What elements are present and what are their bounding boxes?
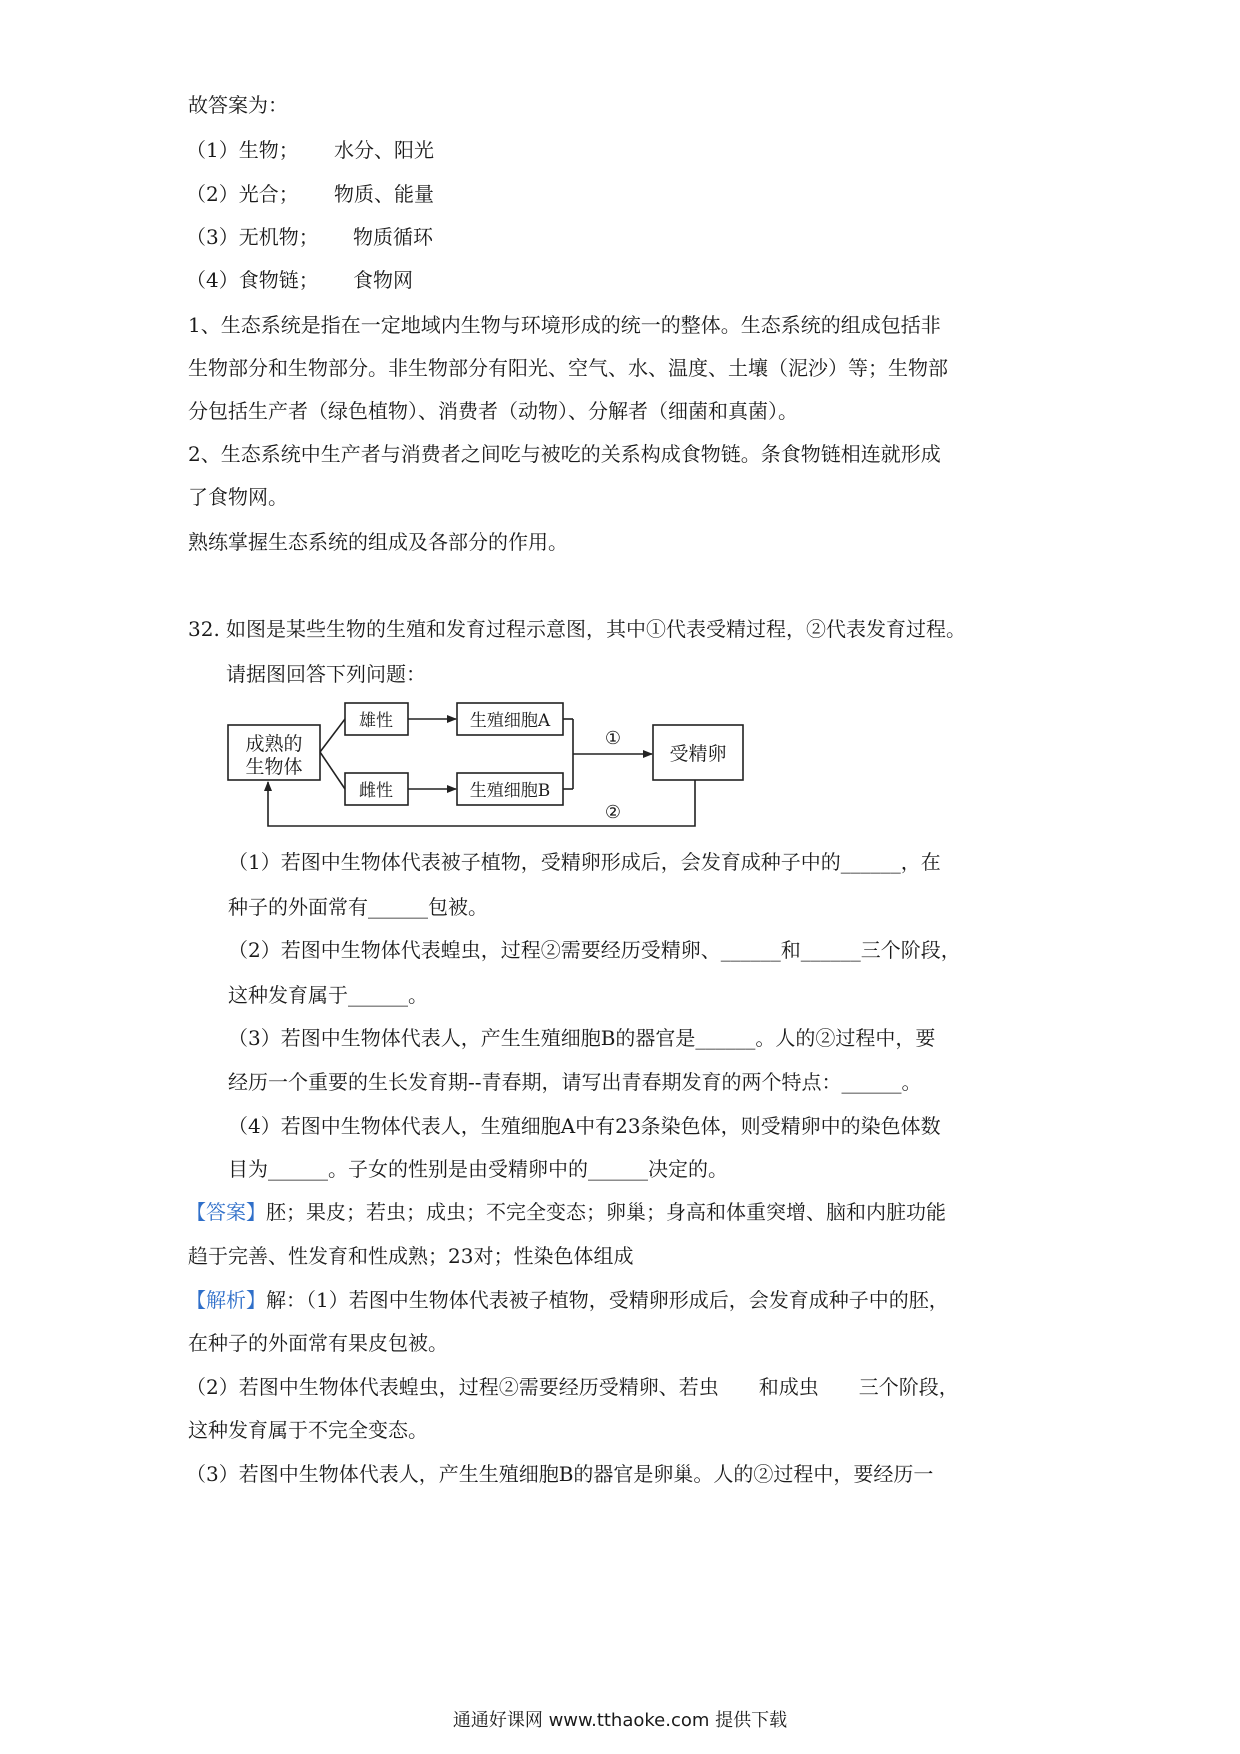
analysis-line: 在种子的外面常有果皮包被。 xyxy=(188,1331,448,1355)
step-1-label: ① xyxy=(604,728,622,749)
answer-2-val: 物质、能量 xyxy=(334,182,434,206)
answer-intro: 故答案为： xyxy=(188,93,288,117)
answer-3-val: 物质循环 xyxy=(353,225,433,249)
question-stem-2: 请据图回答下列问题： xyxy=(226,662,426,686)
fertilized-egg-label: 受精卵 xyxy=(669,743,727,765)
note-line: 2、生态系统中生产者与消费者之间吃与被吃的关系构成食物链。条食物链相连就形成 xyxy=(188,442,941,466)
cell-a-label: 生殖细胞A xyxy=(469,711,551,731)
question-stem: 如图是某些生物的生殖和发育过程示意图，其中①代表受精过程，②代表发育过程。 xyxy=(226,617,966,641)
answer-1-val: 水分、阳光 xyxy=(334,138,434,162)
answer-4-val: 食物网 xyxy=(353,268,413,292)
male-label: 雄性 xyxy=(359,711,393,731)
subquestion-line: （1）若图中生物体代表被子植物，受精卵形成后，会发育成种子中的______，在 xyxy=(228,850,941,874)
answer-2-num: （2）光合； xyxy=(186,182,299,206)
analysis-block xyxy=(186,1290,949,1310)
analysis-tag: 【解析】 xyxy=(186,1288,266,1312)
organism-label-2: 生物体 xyxy=(245,756,303,778)
subquestion-line: 这种发育属于______。 xyxy=(228,983,428,1007)
answer-3-num: （3）无机物； xyxy=(186,225,319,249)
answer-1-num: （1）生物； xyxy=(186,138,299,162)
page-footer: 通通好课网 www.tthaoke.com 提供下载 xyxy=(452,1710,788,1731)
step-2-label: ② xyxy=(604,802,622,823)
question-number: 32. xyxy=(188,617,220,641)
subquestion-line: （3）若图中生物体代表人，产生生殖细胞B的器官是______。人的②过程中，要 xyxy=(228,1026,936,1050)
subquestion-line: 种子的外面常有______包被。 xyxy=(228,895,488,919)
note-line: 生物部分和生物部分。非生物部分有阳光、空气、水、温度、土壤（泥沙）等；生物部 xyxy=(188,356,948,380)
answer-4-num: （4）食物链； xyxy=(186,268,319,292)
note-line: 1、生态系统是指在一定地域内生物与环境形成的统一的整体。生态系统的组成包括非 xyxy=(188,313,941,337)
answer-text: 胚；果皮；若虫；成虫；不完全变态；卵巢；身高和体重突增、脑和内脏功能 xyxy=(266,1200,946,1224)
reproduction-diagram xyxy=(225,700,755,835)
analysis-line: 这种发育属于不完全变态。 xyxy=(188,1418,428,1442)
answer-text-cont: 趋于完善、性发育和性成熟；23对；性染色体组成 xyxy=(188,1244,634,1268)
note-line: 了食物网。 xyxy=(188,485,288,509)
subquestion-line: 经历一个重要的生长发育期--青春期，请写出青春期发育的两个特点：______。 xyxy=(228,1070,922,1094)
answer-block xyxy=(186,1202,946,1222)
analysis-line: （2）若图中生物体代表蝗虫，过程②需要经历受精卵、若虫 和成虫 三个阶段， xyxy=(186,1375,959,1399)
subquestion-line: 目为______。子女的性别是由受精卵中的______决定的。 xyxy=(228,1157,728,1181)
note-line: 熟练掌握生态系统的组成及各部分的作用。 xyxy=(188,530,568,554)
note-line: 分包括生产者（绿色植物）、消费者（动物）、分解者（细菌和真菌）。 xyxy=(188,399,798,423)
analysis-text: 解：（1）若图中生物体代表被子植物，受精卵形成后，会发育成种子中的胚， xyxy=(266,1288,949,1312)
organism-label-1: 成熟的 xyxy=(245,733,303,755)
subquestion-line: （4）若图中生物体代表人，生殖细胞A中有23条染色体，则受精卵中的染色体数 xyxy=(228,1114,941,1138)
subquestion-line: （2）若图中生物体代表蝗虫，过程②需要经历受精卵、______和______三个阶段， xyxy=(228,938,961,962)
analysis-line: （3）若图中生物体代表人，产生生殖细胞B的器官是卵巢。人的②过程中，要经历一 xyxy=(186,1462,934,1486)
female-label: 雌性 xyxy=(359,781,393,801)
answer-tag: 【答案】 xyxy=(186,1200,266,1224)
cell-b-label: 生殖细胞B xyxy=(469,781,551,801)
